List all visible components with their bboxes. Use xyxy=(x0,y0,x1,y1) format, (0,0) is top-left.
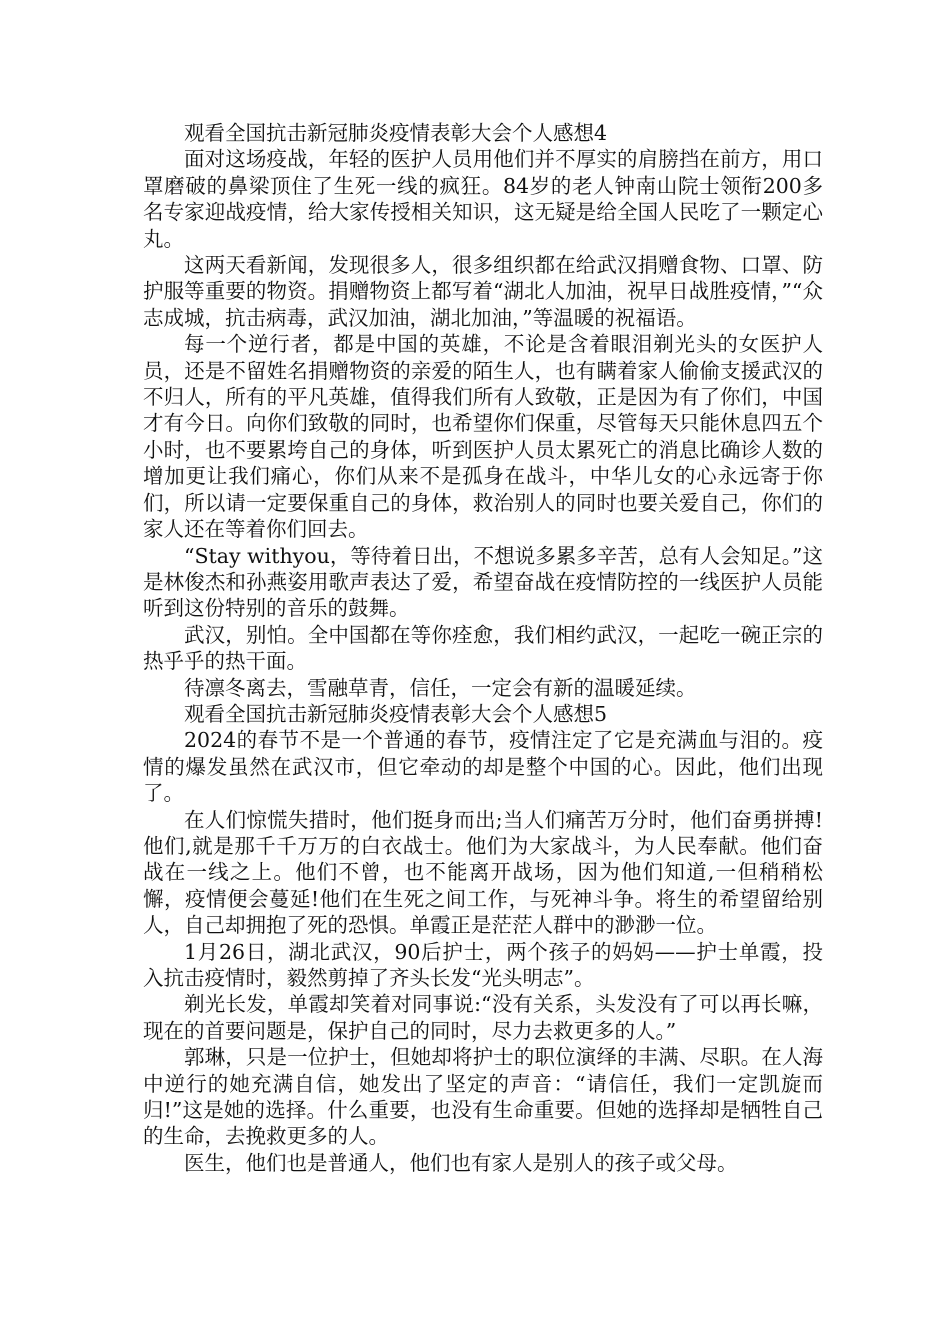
paragraph: 面对这场疫战，年轻的医护人员用他们并不厚实的肩膀挡在前方，用口罩磨破的鼻梁顶住了生死一线的疯狂。84岁的老人钟南山院士领衔200多名专家迎战疫情，给大家传授相关知识，这无疑是给全国人民吃了一颗定心丸。 xyxy=(143,147,823,251)
paragraph: 这两天看新闻，发现很多人，很多组织都在给武汉捐赠食物、口罩、防护服等重要的物资。捐赠物资上都写着“湖北人加油，祝早日战胜疫情，”“众志成城，抗击病毒，武汉加油，湖北加油，”等温暖的祝福语。 xyxy=(143,253,823,330)
paragraph: 武汉，别怕。全中国都在等你痊愈，我们相约武汉，一起吃一碗正宗的热乎乎的热干面。 xyxy=(143,622,823,674)
paragraph: 医生，他们也是普通人，他们也有家人是别人的孩子或父母。 xyxy=(184,1150,738,1175)
paragraph: “Stay withyou，等待着日出，不想说多累多辛苦，总有人会知足。”这是林俊杰和孙燕姿用歌声表达了爱，希望奋战在疫情防控的一线医护人员能听到这份特别的音乐的鼓舞。 xyxy=(143,543,823,621)
paragraph: 待凛冬离去，雪融草青，信任，一定会有新的温暖延续。 xyxy=(184,675,697,700)
paragraph: 剃光长发，单霞却笑着对同事说:“没有关系，头发没有了可以再长嘛，现在的首要问题是，保护自己的同时，尽力去救更多的人。” xyxy=(143,992,823,1043)
section-title: 观看全国抗击新冠肺炎疫情表彰大会个人感想5 xyxy=(184,701,608,726)
paragraph: 2024的春节不是一个普通的春节，疫情注定了它是充满血与泪的。疫情的爆发虽然在武汉市，但它牵动的却是整个中国的心。因此，他们出现了。 xyxy=(143,728,823,806)
section-title: 观看全国抗击新冠肺炎疫情表彰大会个人感想4 xyxy=(184,121,608,145)
paragraph: 郭琳，只是一位护士，但她却将护士的职位演绎的丰满、尽职。在人海中逆行的她充满自信，她发出了坚定的声音：“请信任，我们一定凯旋而归!”这是她的选择。什么重要，也没有生命重要。但她的选择却是牺牲自己的生命，去挽救更多的人。 xyxy=(143,1045,823,1149)
paragraph: 在人们惊慌失措时，他们挺身而出;当人们痛苦万分时，他们奋勇拼搏!他们,就是那千千万万的白衣战士。他们为大家战斗，为人民奉献。他们奋战在一线之上。他们不曾，也不能离开战场，因为他们知道,一但稍稍松懈，疫情便会蔓延!他们在生死之间工作，与死神斗争。将生的希望留给别人，自己却拥抱了死的恐惧。单霞正是茫茫人群中的渺渺一位。 xyxy=(143,807,823,938)
paragraph: 每一个逆行者，都是中国的英雄，不论是含着眼泪剃光头的女医护人员，还是不留姓名捐赠物资的亲爱的陌生人，也有瞒着家人偷偷支援武汉的不归人，所有的平凡英雄，值得我们所有人致敬，正是因为有了你们，中国才有今日。向你们致敬的同时，也希望你们保重，尽管每天只能休息四五个小时，也不要累垮自己的身体，听到医护人员太累死亡的消息比确诊人数的增加更让我们痛心，你们从来不是孤身在战斗，中华儿女的心永远寄于你们，所以请一定要保重自己的身体，救治别人的同时也要关爱自己，你们的家人还在等着你们回去。 xyxy=(143,332,823,542)
document-body xyxy=(143,120,823,1176)
paragraph: 1月26日，湖北武汉，90后护士，两个孩子的妈妈——护士单霞，投入抗击疫情时，毅然剪掉了齐头长发“光头明志”。 xyxy=(143,939,823,990)
